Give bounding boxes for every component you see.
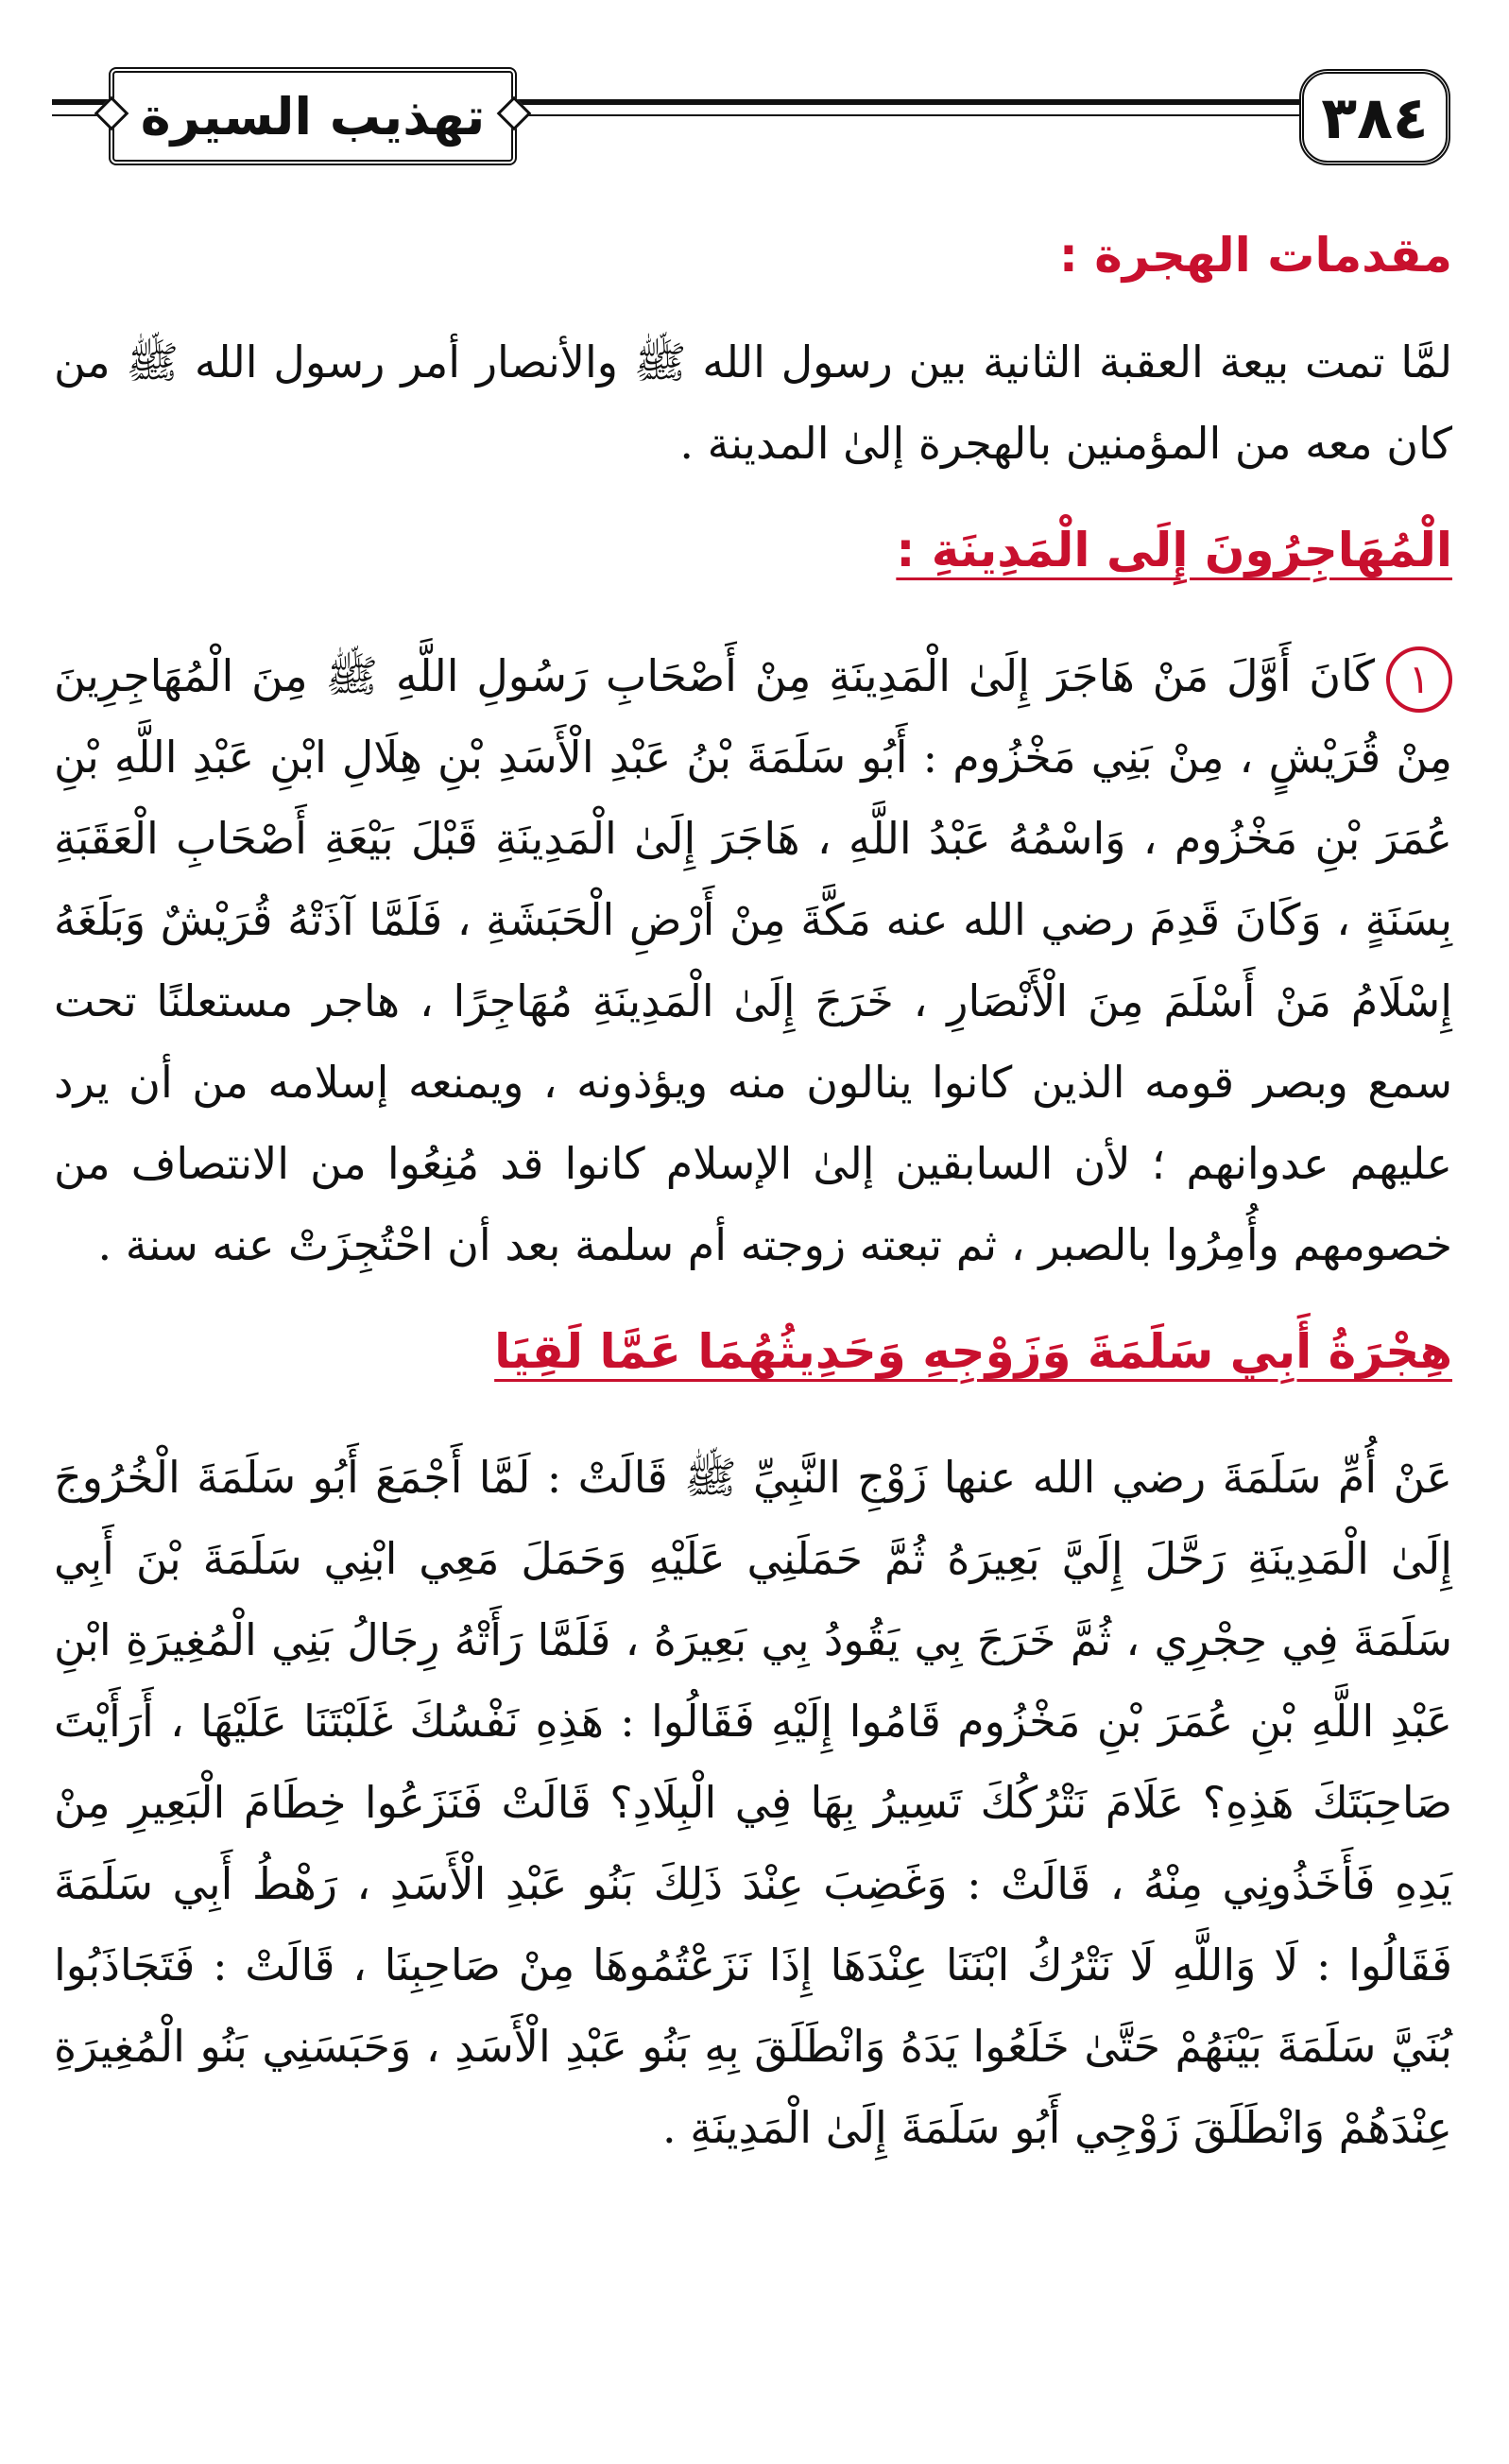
abu-salama-paragraph: عَنْ أُمِّ سَلَمَةَ رضي الله عنها زَوْجِ النَّبِيِّ ﷺ قَالَتْ : لَمَّا أَجْمَعَ أَبُو سَلَمَةَ الْخُرُوجَ إِلَىٰ الْمَدِينَةِ رَحَّلَ إِلَيَّ بَعِيرَهُ ثُمَّ حَمَلَنِي عَلَيْهِ وَحَمَلَ مَعِي ابْنِي سَلَمَةَ بْنَ أَبِي سَلَمَةَ فِي حِجْرِي ، ثُمَّ خَرَجَ بِي يَقُودُ بِي بَعِيرَهُ ، فَلَمَّا رَأَتْهُ رِجَالُ بَنِي الْمُغِيرَةِ ابْنِ عَبْدِ اللَّهِ بْنِ عُمَرَ بْنِ مَخْزُوم قَامُوا إِلَيْهِ فَقَالُوا : هَذِهِ نَفْسُكَ غَلَبْتَنَا عَلَيْهَا ، أَرَأَيْتَ صَاحِبَتَكَ هَذِهِ؟ عَلَامَ نَتْرُكُكَ تَسِيرُ بِهَا فِي الْبِلَادِ؟ قَالَتْ فَنَزَعُوا خِطَامَ الْبَعِيرِ مِنْ يَدِهِ فَأَخَذُونِي مِنْهُ ، قَالَتْ : وَغَضِبَ عِنْدَ ذَلِكَ بَنُو عَبْدِ الْأَسَدِ ، رَهْطُ أَبِي سَلَمَةَ فَقَالُوا : لَا وَاللَّهِ لَا نَتْرُكُ ابْنَنَا عِنْدَهَا إِذَا نَزَعْتُمُوهَا مِنْ صَاحِبِنَا ، قَالَتْ : فَتَجَاذَبُوا بُنَيَّ سَلَمَةَ بَيْنَهُمْ حَتَّىٰ خَلَعُوا يَدَهُ وَانْطَلَقَ بِهِ بَنُو عَبْدِ الْأَسَدِ ، وَحَبَسَنِي بَنُو الْمُغِيرَةِ عِنْدَهُمْ وَانْطَلَقَ زَوْجِي أَبُو سَلَمَةَ إِلَىٰ الْمَدِينَةِ .: [54, 1452, 1452, 2153]
page-header: [52, 61, 1450, 165]
book-title: تهذيب السيرة: [109, 67, 517, 165]
emigrants-paragraph-text: كَانَ أَوَّلَ مَنْ هَاجَرَ إِلَىٰ الْمَدِينَةِ مِنْ أَصْحَابِ رَسُولِ اللَّهِ ﷺ مِنَ الْمُهَاجِرِينَ مِنْ قُرَيْشٍ ، مِنْ بَنِي مَخْزُوم : أَبُو سَلَمَةَ بْنُ عَبْدِ الْأَسَدِ بْنِ هِلَالِ ابْنِ عَبْدِ اللَّهِ بْنِ عُمَرَ بْنِ مَخْزُوم ، وَاسْمُهُ عَبْدُ اللَّهِ ، هَاجَرَ إِلَىٰ الْمَدِينَةِ قَبْلَ بَيْعَةِ أَصْحَابِ الْعَقَبَةِ بِسَنَةٍ ، وَكَانَ قَدِمَ رضي الله عنه مَكَّةَ مِنْ أَرْضِ الْحَبَشَةِ ، فَلَمَّا آذَتْهُ قُرَيْشٌ وَبَلَغَهُ إِسْلَامُ مَنْ أَسْلَمَ مِنَ الْأَنْصَارِ ، خَرَجَ إِلَىٰ الْمَدِينَةِ مُهَاجِرًا ، هاجر مستعلنًا تحت سمع وبصر قومه الذين كانوا ينالون منه ويؤذونه ، ويمنعه إسلامه من أن يرد عليهم عدوانهم ؛ لأن السابقين إلىٰ الإسلام كانوا قد مُنِعُوا من الانتصاف من خصومهم وأُمِرُوا بالصبر ، ثم تبعته زوجته أم سلمة بعد أن احْتُجِزَتْ عنه سنة .: [54, 650, 1452, 1270]
intro-paragraph: لمَّا تمت بيعة العقبة الثانية بين رسول الله ﷺ والأنصار أمر رسول الله ﷺ من كان معه من المؤمنين بالهجرة إلىٰ المدينة .: [54, 336, 1452, 469]
header-rule-middle-thin: [515, 114, 1309, 116]
emigrants-paragraph: [54, 635, 1452, 1285]
page-content: [54, 217, 1452, 2168]
page-number: ٣٨٤: [1299, 69, 1450, 165]
section-heading-intro: مقدمات الهجرة :: [1058, 228, 1452, 283]
header-rule-middle: [515, 99, 1309, 105]
item-number-badge: ١: [1386, 646, 1452, 713]
section-heading-emigrants: الْمُهَاجِرُونَ إِلَى الْمَدِينَةِ :: [896, 523, 1452, 577]
header-rule-left: [52, 99, 109, 105]
section-heading-abu-salama: هِجْرَةُ أَبِي سَلَمَةَ وَزَوْجِهِ وَحَدِيثُهُمَا عَمَّا لَقِيَا: [494, 1324, 1452, 1379]
